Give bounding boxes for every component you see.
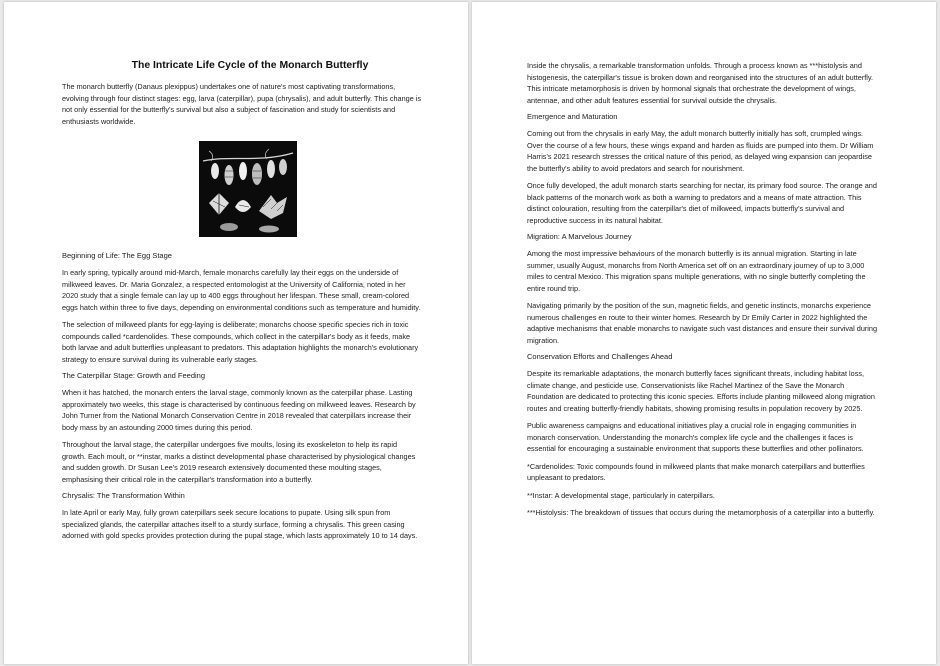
migration-paragraph-2: Navigating primarily by the position of the sun, magnetic fields, and genetic instincts, monarchs experience numerous challenges en route to their winter homes. Research by Dr Emily Carter in 2022 highlighted the adaptive mechanisms that enable monarchs to navigate such vast distances and ensure their survival during migration. xyxy=(527,301,878,345)
document-page-right xyxy=(472,2,936,664)
monarch-life-cycle-illustration xyxy=(199,141,297,237)
emergence-paragraph-2: Once fully developed, the adult monarch starts searching for nectar, its primary food source. The orange and black patterns of the monarch work as both a warning to predators and a means of mate attraction. This distinct colouration, resulting from the caterpillar's diet of milkweed, impacts butterfly's survival and reproductive success in its natural habitat. xyxy=(527,181,877,225)
intro-paragraph: The monarch butterfly (Danaus plexippus) undertakes one of nature's most captivating transformations, evolving through four distinct stages: egg, larva (caterpillar), pupa (chrysalis), and adult butterfly. This change is not only essential for the butterfly's survival but also a subject of fascination and study for scientists and enthusiasts worldwide. xyxy=(62,82,422,126)
chrysalis-heading: Chrysalis: The Transformation Within xyxy=(62,491,185,500)
caterpillar-stage-paragraph-1: When it has hatched, the monarch enters the larval stage, commonly known as the caterpillar phase. Lasting approximately two weeks, this stage is characterised by continuous feeding on milkweed leaves. Research by John Turner from the National Monarch Conservation Centre in 2018 revealed that caterpillars increase their body mass by an astounding 2000 times during this period. xyxy=(62,388,416,432)
document-title: The Intricate Life Cycle of the Monarch Butterfly xyxy=(131,60,369,71)
emergence-heading: Emergence and Maturation xyxy=(527,112,618,121)
life-cycle-drawing xyxy=(199,141,297,237)
emergence-paragraph-1: Coming out from the chrysalis in early May, the adult monarch butterfly initially has soft, crumpled wings. Over the course of a few hours, these wings expand and harden as fluids are pumped into them. Dr William Harris's 2021 research stresses the critical nature of this period, as delayed wing expansion can jeopardise the butterfly's ability to avoid predators and search for nourishment. xyxy=(527,129,874,173)
footnote-cardenolides: *Cardenolides: Toxic compounds found in milkweed plants that make monarch caterpillars and butterflies unpleasant to predators. xyxy=(527,461,865,482)
egg-stage-paragraph-1: In early spring, typically around mid-March, female monarchs carefully lay their eggs on the underside of milkweed leaves. Dr. Maria Gonzalez, a respected entomologist at the University of California, noted in her 2020 study that a single female can lay up to 400 eggs throughout her lifespan. These small, cream-colored eggs hatch within three to five days, depending on environmental conditions such as temperature and humidity. xyxy=(62,268,421,312)
footnote-instar: **Instar: A developmental stage, particularly in caterpillars. xyxy=(527,490,715,500)
footnote-histolysis: ***Histolysis: The breakdown of tissues that occurs during the metamorphosis of a caterpillar into a butterfly. xyxy=(527,508,875,517)
conservation-paragraph-1: Despite its remarkable adaptations, the monarch butterfly faces significant threats, including habitat loss, climate change, and pesticide use. Conservationists like Rachel Martinez of the Save the Monarch Foundation are dedicated to protecting this iconic species. Efforts include planting milkweed along migration routes and creating butterfly-friendly habitats, showing promising results in population recovery by 2025. xyxy=(527,369,875,413)
migration-paragraph-1: Among the most impressive behaviours of the monarch butterfly is its annual migration. Starting in late summer, usually August, monarchs from North America set off on an extraordinary journey of up to 3,000 miles to central Mexico. This migration spans multiple generations, with no single butterfly completing the entire round trip. xyxy=(527,249,866,293)
chrysalis-paragraph-2: Inside the chrysalis, a remarkable transformation unfolds. Through a process known as ***histolysis and histogenesis, the caterpillar's tissue is broken down and reorganised into the structures of an adult butterfly. This intricate metamorphosis is driven by hormonal signals that orchestrate the development of wings, antennae, and other adult features essential for survival outside the chrysalis. xyxy=(527,61,874,105)
document-page-left xyxy=(4,2,468,664)
migration-heading: Migration: A Marvelous Journey xyxy=(527,232,632,241)
conservation-heading: Conservation Efforts and Challenges Ahead xyxy=(527,352,673,361)
egg-stage-heading: Beginning of Life: The Egg Stage xyxy=(62,251,172,260)
chrysalis-paragraph-1: In late April or early May, fully grown caterpillars seek secure locations to pupate. Using silk spun from specialized glands, the caterpillar attaches itself to a sturdy surface, forming a chrysalis. This green casing adorned with gold specks provides protection during the pupal stage, which lasts approximately 10 to 14 days. xyxy=(62,508,418,540)
conservation-paragraph-2: Public awareness campaigns and educational initiatives play a crucial role in engaging communities in monarch conservation. Understanding the monarch's complex life cycle and the challenges it faces is essential for encouraging a sustainable environment that supports these butterflies and other pollinators. xyxy=(527,421,864,453)
egg-stage-paragraph-2: The selection of milkweed plants for egg-laying is deliberate; monarchs choose specific species rich in toxic compounds called *cardenolides. These compounds, which collect in the caterpillar's body as it feeds, make both larvae and adult butterflies unpleasant to predators. This adaptation highlights the monarch's evolutionary strategy to ensure survival during its vulnerable early stages. xyxy=(62,320,419,364)
caterpillar-stage-paragraph-2: Throughout the larval stage, the caterpillar undergoes five moults, losing its exoskeleton to help its rapid growth. Each moult, or **instar, marks a distinct developmental phase characterised by physiological changes and sudden growth. Dr Susan Lee's 2019 research extensively documented these moulting stages, emphasising their critical role in the caterpillar's transformation into a butterfly. xyxy=(62,440,416,484)
caterpillar-stage-heading: The Caterpillar Stage: Growth and Feeding xyxy=(62,371,205,380)
